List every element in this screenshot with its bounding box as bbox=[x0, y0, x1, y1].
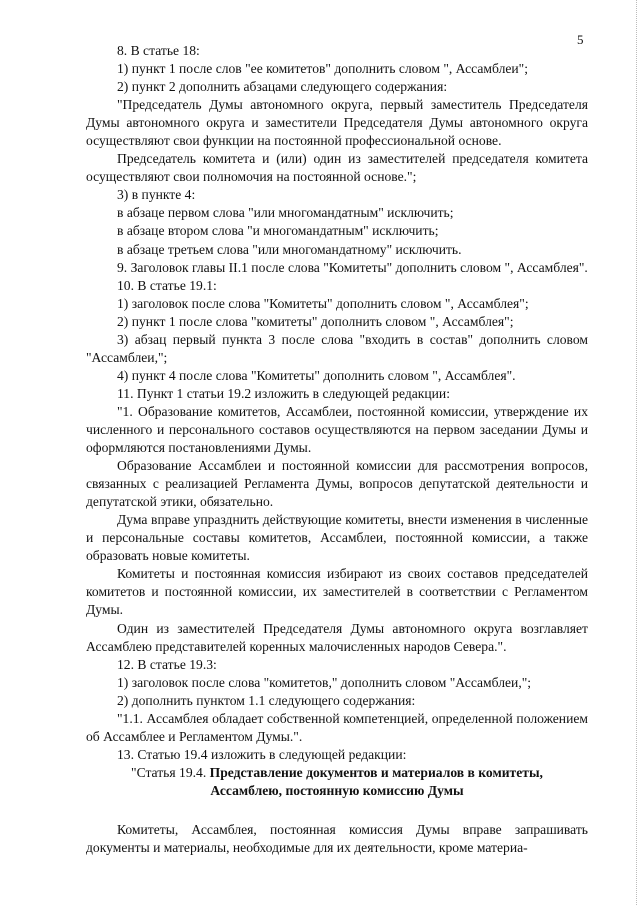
paragraph: "Председатель Думы автономного округа, первый заместитель Председателя Думы автономного округа и заместители Председателя Думы автономного округа осуществляют свои функции на постоянной профессиональной основе. bbox=[86, 97, 588, 149]
article-title-lead: "Статья 19.4. bbox=[131, 764, 207, 780]
paragraph: 1) заголовок после слова "Комитеты" дополнить словом ", Ассамблея"; bbox=[117, 295, 529, 311]
paragraph: 2) пункт 1 после слова "комитеты" дополнить словом ", Ассамблея"; bbox=[117, 313, 514, 329]
final-paragraph: Комитеты, Ассамблея, постоянная комиссия Думы вправе запрашивать документы и материалы, необходимые для их деятельности, кроме материа- bbox=[86, 821, 588, 856]
paragraph: 1) заголовок после слова "комитетов," дополнить словом "Ассамблеи,"; bbox=[117, 674, 532, 690]
paragraph: 10. В статье 19.1: bbox=[117, 277, 217, 293]
paragraph: "1. Образование комитетов, Ассамблеи, постоянной комиссии, утверждение их численного и персонального составов осуществляются на первом заседании Думы и оформляются постановлениями Думы. bbox=[86, 403, 588, 456]
paragraph: в абзаце третьем слова "или многомандатному" исключить. bbox=[117, 241, 462, 257]
paragraph: 13. Статью 19.4 изложить в следующей редакции: bbox=[117, 746, 407, 762]
paragraph: 1) пункт 1 после слов "ее комитетов" дополнить словом ", Ассамблеи"; bbox=[117, 61, 529, 77]
document-body bbox=[86, 42, 588, 857]
paragraph: "1.1. Ассамблея обладает собственной компетенцией, определенной положением об Ассамблее и Регламентом Думы.". bbox=[86, 710, 588, 744]
paragraph: Один из заместителей Председателя Думы автономного округа возглавляет Ассамблею представителей коренных малочисленных народов Севера.". bbox=[86, 620, 588, 654]
paragraph: Образование Ассамблеи и постоянной комиссии для рассмотрения вопросов, связанных с реализацией Регламента Думы, вопросов депутатской деятельности и депутатской этики, обязательно. bbox=[86, 458, 588, 510]
paragraph: в абзаце первом слова "или многомандатным" исключить; bbox=[117, 205, 454, 221]
page-number: 5 bbox=[577, 32, 584, 47]
spacer bbox=[86, 800, 588, 821]
paragraph: 4) пункт 4 после слова "Комитеты" дополнить словом ", Ассамблея". bbox=[117, 367, 516, 383]
paragraph: 8. В статье 18: bbox=[117, 43, 200, 58]
paragraph: 12. В статье 19.3: bbox=[117, 656, 217, 672]
paragraph: Дума вправе упразднить действующие комитеты, внести изменения в численные и персональные составы комитетов, Ассамблеи, постоянной комиссии, а также образовать новые комитеты. bbox=[86, 512, 588, 564]
article-title-bold-line1: Представление документов и материалов в комитеты, bbox=[209, 764, 543, 780]
paragraph: 9. Заголовок главы II.1 после слова "Комитеты" дополнить словом ", Ассамблея". bbox=[117, 259, 588, 275]
paragraph: 3) абзац первый пункта 3 после слова "входить в состав" дополнить словом "Ассамблеи,"; bbox=[86, 331, 588, 365]
paragraph: в абзаце втором слова "и многомандатным" исключить; bbox=[117, 223, 439, 239]
paragraph: 2) дополнить пунктом 1.1 следующего содержания: bbox=[117, 692, 416, 708]
paragraph: 3) в пункте 4: bbox=[117, 187, 196, 203]
paragraph: 2) пункт 2 дополнить абзацами следующего содержания: bbox=[117, 79, 448, 95]
paragraph: Комитеты и постоянная комиссия избирают из своих составов председателей комитетов и постоянной комиссии, их заместителей в соответствии с Регламентом Думы. bbox=[86, 566, 588, 618]
paragraph: Председатель комитета и (или) один из заместителей председателя комитета осуществляют свои полномочия на постоянной основе."; bbox=[86, 151, 588, 185]
paragraph: 11. Пункт 1 статьи 19.2 изложить в следующей редакции: bbox=[117, 385, 450, 401]
scan-edge bbox=[634, 0, 637, 905]
article-title-bold-line2: Ассамблею, постоянную комиссию Думы bbox=[210, 782, 464, 798]
article-title bbox=[86, 764, 588, 800]
